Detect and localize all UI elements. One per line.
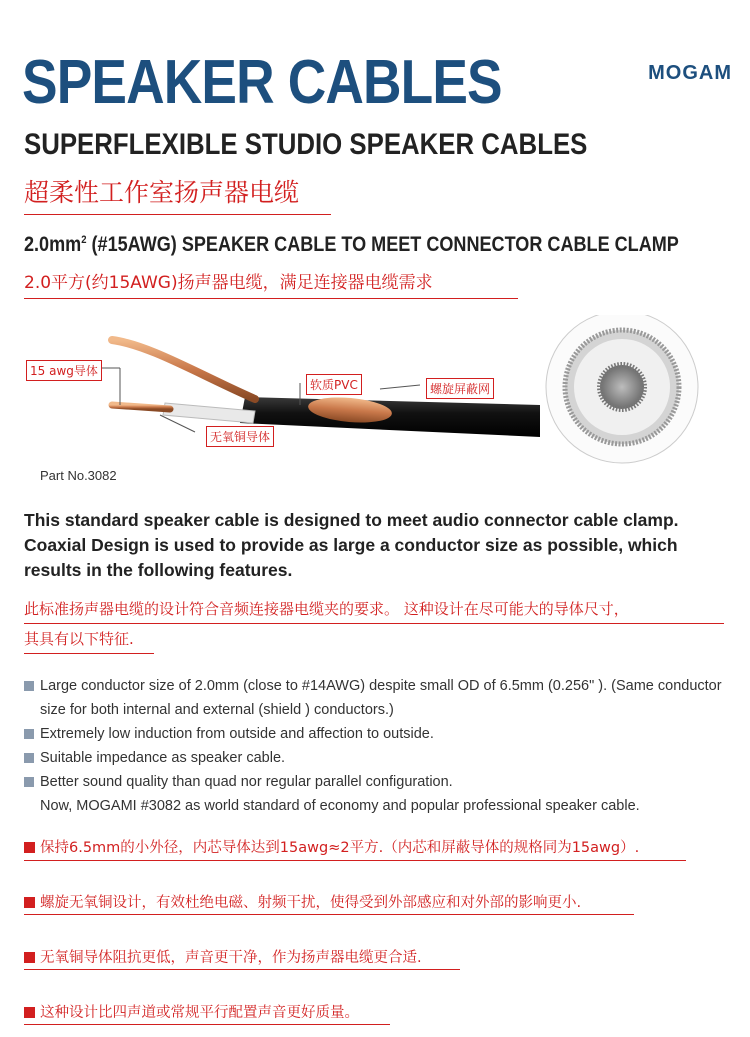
divider	[24, 298, 518, 299]
cross-section-core	[600, 365, 644, 409]
feature-item	[24, 674, 734, 722]
cn-feature-text: 这种设计比四声道或常规平行配置声音更好质量。	[40, 1005, 359, 1021]
divider	[24, 860, 686, 861]
divider	[24, 969, 460, 970]
feature-item	[24, 722, 734, 746]
feature-list	[24, 674, 734, 818]
pvc-jacket	[240, 397, 540, 437]
cable-illustration	[0, 315, 750, 465]
description-cn	[24, 594, 744, 654]
cn-feature-text: 无氧铜导体阻抗更低，声音更干净，作为扬声器电缆更合适.	[40, 950, 422, 966]
bullet-icon	[24, 729, 34, 739]
divider	[24, 653, 154, 654]
spec-sup: 2	[81, 234, 87, 246]
divider	[24, 1024, 390, 1025]
copper-conductor	[112, 405, 170, 409]
spec-heading-cn: 2.0平方(约15AWG)扬声器电缆，满足连接器电缆需求	[24, 273, 433, 293]
feature-item	[24, 770, 734, 794]
label-conductor: 15 awg导体	[26, 360, 102, 381]
cn-feature-item	[24, 891, 581, 912]
spec-heading-en	[24, 233, 679, 257]
feature-text: Better sound quality than quad nor regular parallel configuration.	[40, 774, 453, 790]
cn-feature-item	[24, 836, 639, 857]
feature-text: Suitable impedance as speaker cable.	[40, 750, 286, 766]
bullet-icon	[24, 753, 34, 763]
leader-line	[380, 385, 420, 389]
divider	[24, 214, 331, 215]
subtitle-en: SUPERFLEXIBLE STUDIO SPEAKER CABLES	[24, 128, 588, 161]
cn-feature-text: 螺旋无氧铜设计，有效杜绝电磁、射频干扰，使得受到外部感应和对外部的影响更小.	[40, 895, 582, 911]
feature-item	[24, 746, 734, 770]
description-cn-line: 其具有以下特征.	[24, 630, 134, 648]
part-number: Part No.3082	[40, 468, 117, 483]
feature-text: Large conductor size of 2.0mm (close to #14AWG) despite small OD of 6.5mm (0.256" ). (Same conductor size for both internal and external (shield ) conductors.)	[40, 678, 722, 718]
cn-feature-item	[24, 1001, 359, 1022]
red-bullet-icon	[24, 1007, 35, 1018]
feature-note-text: Now, MOGAMI #3082 as world standard of economy and popular professional speaker cable.	[40, 798, 640, 814]
label-shield: 螺旋屏蔽网	[426, 378, 494, 399]
spec-rest: (#15AWG) SPEAKER CABLE TO MEET CONNECTOR CABLE CLAMP	[86, 233, 679, 256]
feature-note	[24, 794, 734, 818]
mogami-logo: MOGAM	[648, 62, 732, 84]
red-bullet-icon	[24, 842, 35, 853]
label-copper: 无氧铜导体	[206, 426, 274, 447]
bullet-icon	[24, 681, 34, 691]
bullet-icon	[24, 777, 34, 787]
spec-size: 2.0mm	[24, 233, 82, 256]
subtitle-cn: 超柔性工作室扬声器电缆	[24, 178, 300, 207]
description-en: This standard speaker cable is designed to meet audio connector cable clamp. Coaxial Design is used to provide as large a conductor size as possible, which results in the following features.	[24, 510, 679, 580]
divider	[24, 914, 634, 915]
divider	[24, 623, 724, 624]
cn-feature-text: 保持6.5mm的小外径，内芯导体达到15awg≈2平方.（内芯和屏蔽导体的规格同为15awg）.	[40, 840, 640, 856]
cn-feature-item	[24, 946, 422, 967]
label-pvc: 软质PVC	[306, 374, 362, 395]
description-cn-line: 此标准扬声器电缆的设计符合音频连接器电缆夹的要求。 这种设计在尽可能大的导体尺寸，	[24, 600, 629, 618]
feature-text: Extremely low induction from outside and affection to outside.	[40, 726, 434, 742]
red-bullet-icon	[24, 952, 35, 963]
page-title: SPEAKER CABLES	[22, 48, 502, 117]
twisted-strand-upper	[112, 340, 255, 399]
red-bullet-icon	[24, 897, 35, 908]
inner-insulation	[163, 403, 255, 423]
